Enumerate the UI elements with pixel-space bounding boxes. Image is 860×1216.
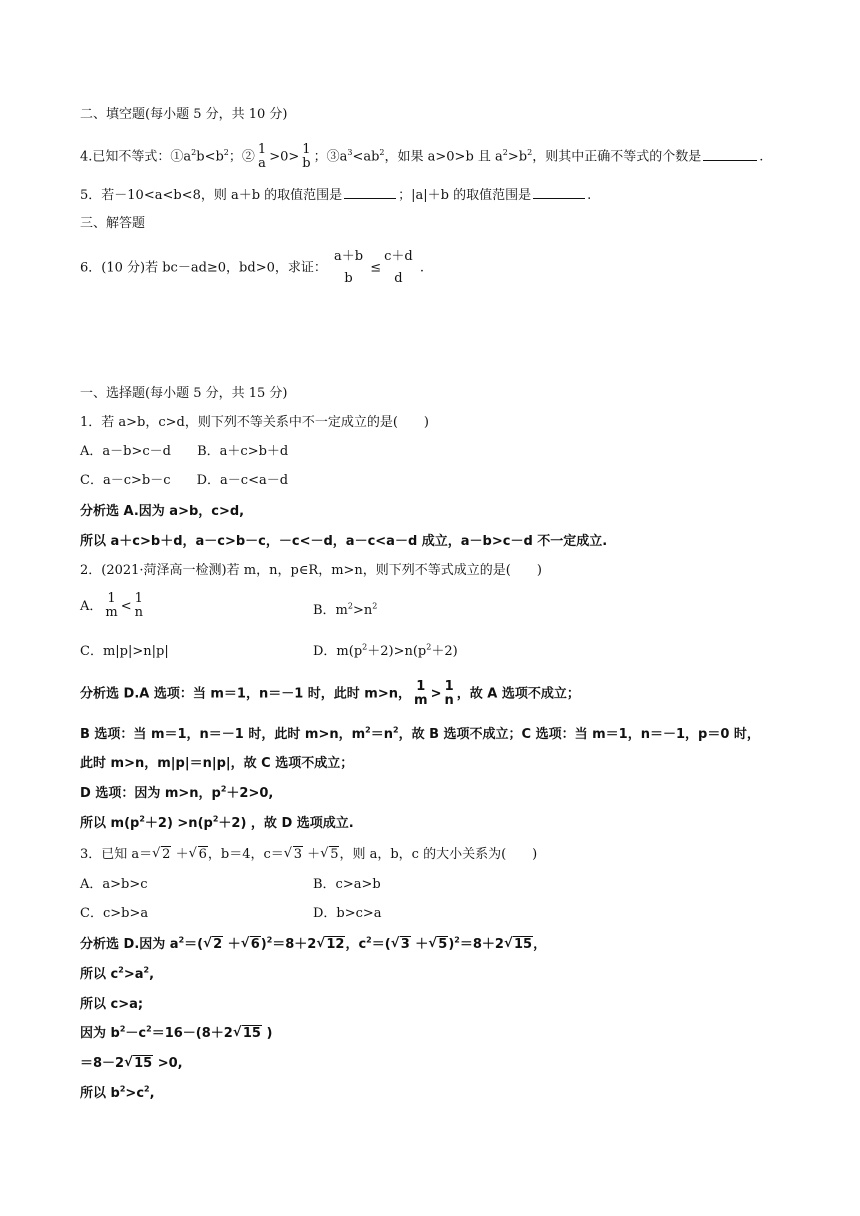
question-1-options-cd [80, 472, 288, 490]
section-heading-choice: 一、选择题(每小题 5 分，共 15 分) [80, 386, 288, 401]
section-heading-solve: 三、解答题 [80, 216, 146, 231]
option-c[interactable]: C．c>b>a [80, 906, 149, 921]
answer-1-line-2: 所以 a＋c>b＋d，a－c>b－c，－c<－d，a－c<a－d 成立，a－b>c－d 不一定成立. [80, 534, 608, 549]
option-d[interactable]: D．b>c>a [313, 906, 382, 921]
answer-3-line-5: ＝8－2√ 15 >0, [80, 1055, 183, 1073]
question-2-options-ab [80, 591, 378, 632]
option-a[interactable]: A．a>b>c [80, 877, 148, 892]
answer-3-line-1: 分析选 D.因为 $a^2=(√$ 2 ＋√ 6)$^2$＝8＋2√ 12，$c^2=(√$ 3 ＋√ 5)$^2$＝8＋2√ 15， [80, 936, 546, 954]
question-4: 4.已知不等式：$①a^2b<b^2$；② 1 a >0> 1 b ；$③a^3<ab^2$，如果 a>0>b 且 $a^2>b^2$，则其中正确不等式的个数是 . [80, 142, 764, 171]
option-a[interactable]: A． 1 m < 1 n [80, 591, 143, 620]
question-3-options-cd [80, 905, 382, 923]
question-1-stem: 1．若 a>b，c>d，则下列不等关系中不一定成立的是( ) [80, 415, 430, 430]
option-b[interactable]: B．$m^2>n^2$ [313, 601, 378, 618]
answer-2-line-2: B 选项：当 m＝1，n＝－1 时，此时 m>n，$m^2=n^2$，故 B 选项不成立；C 选项：当 m＝1，n＝－1，p＝0 时， [80, 725, 760, 742]
option-c[interactable]: C．a－c>b－c [80, 473, 171, 488]
answer-2-line-5: 所以 $m(p^2+2) >n(p^2+2)$ ，故 D 选项成立. [80, 814, 354, 831]
option-c[interactable]: C．m|p|>n|p| [80, 644, 169, 659]
answer-blank[interactable] [533, 186, 585, 199]
answer-3-line-6: 所以 $b^2>c^2$, [80, 1084, 155, 1101]
answer-3-line-2: 所以 $c^2>a^2$, [80, 965, 155, 982]
option-d[interactable]: D．a－c<a－d [196, 473, 289, 488]
question-2-options-cd [80, 642, 458, 661]
question-6: 6．(10 分)若 bc－ad≥0，bd>0，求证： a＋b b ≤ c＋d d . [80, 249, 425, 286]
question-1-options-ab [80, 443, 288, 461]
option-b[interactable]: B．c>a>b [313, 877, 381, 892]
answer-blank[interactable] [344, 186, 396, 199]
answer-3-line-4: 因为 $b^2-c^2=16-(8+2√$ 15 ) [80, 1025, 272, 1043]
answer-2-line-1: 分析选 D.A 选项：当 m＝1，n＝－1 时，此时 m>n， 1 m > 1 n ，故 A 选项不成立； [80, 679, 580, 708]
section-heading-fill: 二、填空题(每小题 5 分，共 10 分) [80, 107, 288, 122]
option-a[interactable]: A．a－b>c－d [80, 444, 171, 459]
answer-3-line-3: 所以 c>a; [80, 997, 144, 1012]
option-d[interactable]: D．$m(p^2+2)>n(p^2+2)$ [313, 642, 458, 659]
question-5: 5．若－10<a<b<8，则 a＋b 的取值范围是 ；|a|＋b 的取值范围是 . [80, 188, 592, 203]
question-3-stem: 3．已知 a＝√ 2 ＋√ 6，b＝4，c＝√ 3 ＋√ 5，则 a，b，c 的大小关系为( ) [80, 846, 537, 864]
answer-2-line-4: D 选项：因为 m>n，$p^2+2>0$, [80, 784, 274, 801]
option-b[interactable]: B．a＋c>b＋d [197, 444, 289, 459]
question-2-stem: 2．(2021·菏泽高一检测)若 m，n，p∈R，m>n，则下列不等式成立的是( ) [80, 563, 542, 578]
answer-blank[interactable] [703, 148, 757, 161]
answer-1-line-1: 分析选 A.因为 a>b，c>d, [80, 504, 245, 519]
answer-2-line-3: 此时 m>n，m|p|＝n|p|，故 C 选项不成立； [80, 756, 354, 771]
question-3-options-ab [80, 876, 381, 894]
